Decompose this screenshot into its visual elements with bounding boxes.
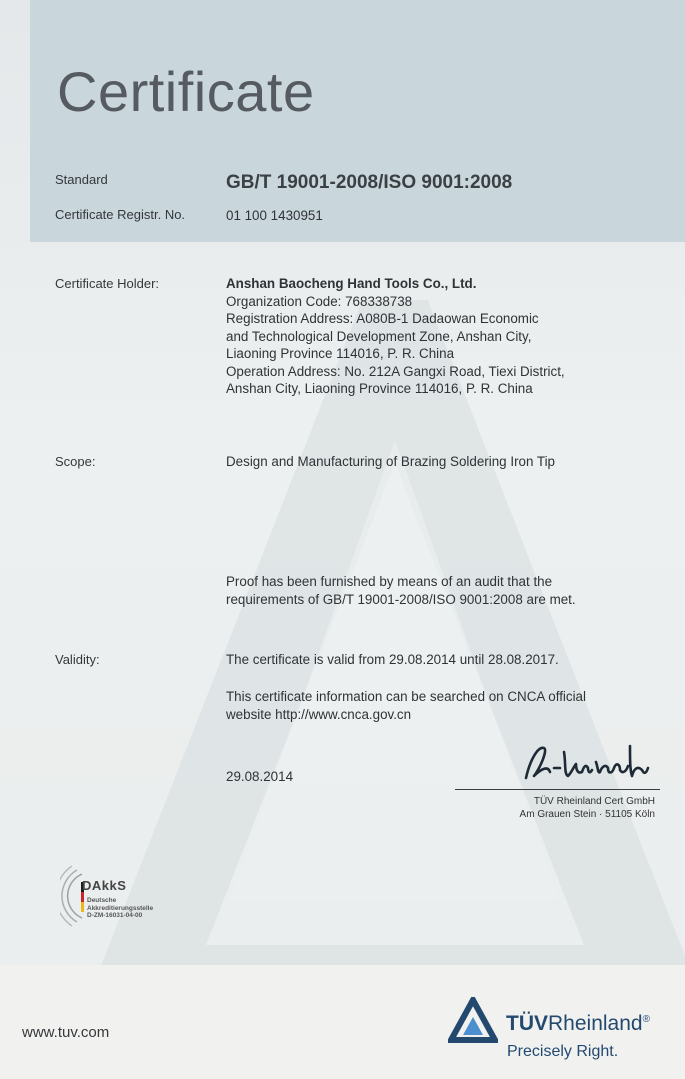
holder-block [226, 275, 565, 398]
dakks-line: Deutsche [87, 897, 117, 904]
tuv-brand-rest: Rheinland [548, 1012, 643, 1035]
validity-value: The certificate is valid from 29.08.2014 until 28.08.2017. [226, 652, 559, 667]
cnca-statement [226, 688, 586, 723]
proof-statement [226, 573, 576, 608]
standard-value: GB/T 19001-2008/ISO 9001:2008 [226, 172, 513, 193]
signature-icon [520, 738, 650, 788]
dakks-line: Akkreditierungsstelle [87, 904, 154, 912]
certificate-title: Certificate [57, 60, 315, 123]
cnca-line: This certificate information can be searched on CNCA official [226, 689, 586, 704]
signature-line [455, 789, 660, 790]
registered-mark: ® [642, 1014, 650, 1025]
tuv-url: www.tuv.com [22, 1024, 110, 1041]
dakks-subtitle [87, 897, 153, 920]
holder-line: Anshan City, Liaoning Province 114016, P. R. China [226, 381, 533, 396]
holder-name: Anshan Baocheng Hand Tools Co., Ltd. [226, 276, 477, 291]
tuv-triangle-icon [448, 997, 498, 1043]
issuer-address [520, 795, 655, 821]
registr-label: Certificate Registr. No. [55, 207, 186, 222]
holder-line: Liaoning Province 114016, P. R. China [226, 346, 455, 361]
scope-value: Design and Manufacturing of Brazing Soldering Iron Tip [226, 454, 556, 469]
standard-label: Standard [55, 172, 108, 187]
holder-label: Certificate Holder: [55, 276, 160, 291]
tuv-brand-bold: TÜV [506, 1012, 548, 1035]
holder-line: Operation Address: No. 212A Gangxi Road, Tiexi District, [226, 363, 565, 379]
dakks-line: D-ZM-16031-04-00 [87, 912, 143, 919]
validity-label: Validity: [55, 652, 100, 667]
issuer-line: Am Grauen Stein · 51105 Köln [519, 809, 655, 820]
dakks-name: DAkkS [82, 878, 127, 893]
cnca-line: website http://www.cnca.gov.cn [226, 706, 412, 722]
proof-line: Proof has been furnished by means of an audit that the [226, 574, 553, 589]
holder-line: Registration Address: A080B-1 Dadaowan Economic [226, 311, 539, 326]
holder-line: and Technological Development Zone, Anshan City, [226, 328, 532, 344]
tuv-slogan: Precisely Right. [507, 1043, 619, 1060]
scope-label: Scope: [55, 454, 96, 469]
holder-line: Organization Code: 768338738 [226, 293, 413, 309]
proof-line: requirements of GB/T 19001-2008/ISO 9001:2008 are met. [226, 591, 576, 607]
issue-date: 29.08.2014 [226, 769, 294, 784]
tuv-brand [506, 1012, 650, 1036]
issuer-line: TÜV Rheinland Cert GmbH [533, 796, 655, 807]
registr-value: 01 100 1430951 [226, 208, 323, 223]
